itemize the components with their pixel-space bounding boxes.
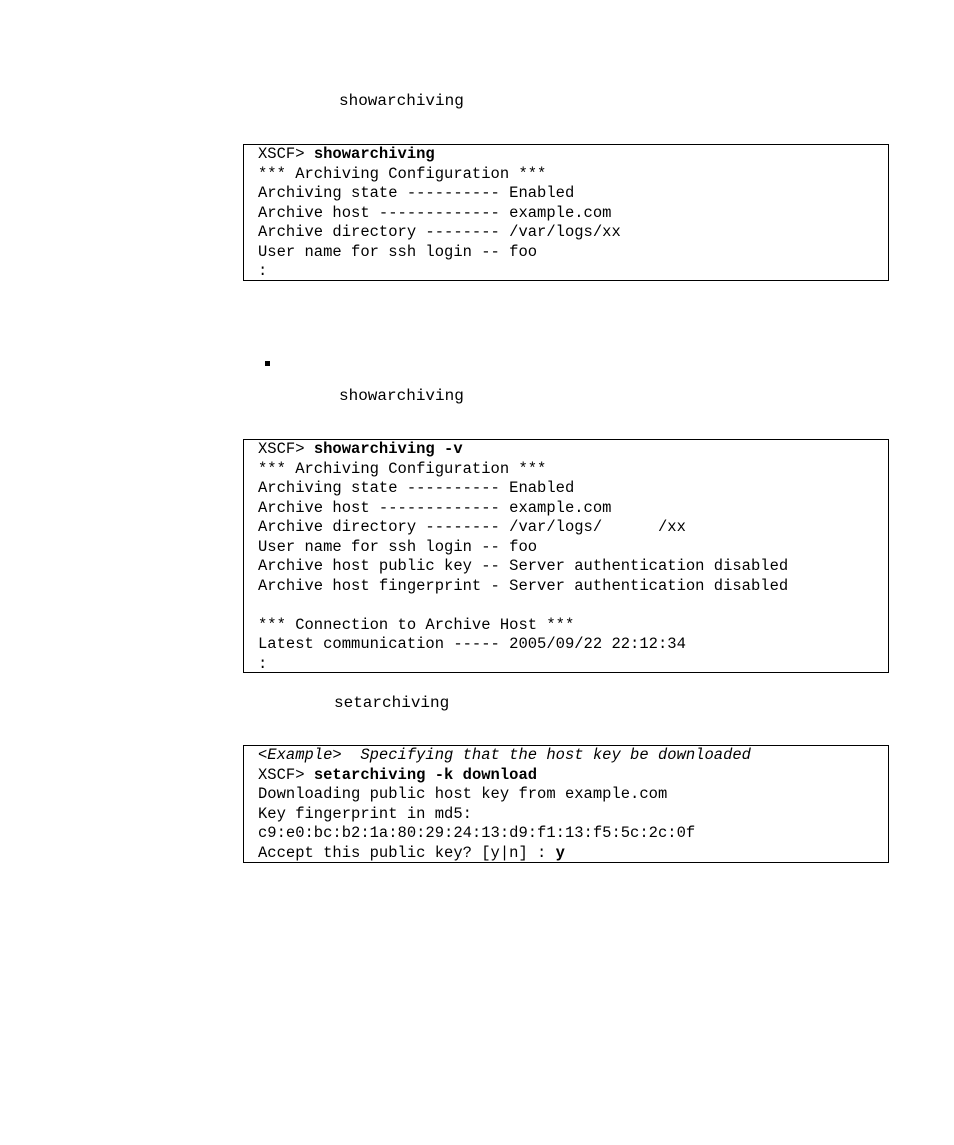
prompt: XSCF> xyxy=(258,765,314,784)
output-line: : xyxy=(258,654,268,673)
output-line: *** Connection to Archive Host *** xyxy=(258,615,575,634)
output-line: : xyxy=(258,262,268,280)
output-line: *** Archiving Configuration *** xyxy=(258,164,547,183)
output-line: Archiving state ---------- Enabled xyxy=(258,184,575,202)
output-line: *** Archiving Configuration *** xyxy=(258,459,547,478)
section-label-showarchiving-verbose: showarchiving xyxy=(339,387,464,405)
prompt: XSCF> xyxy=(258,440,314,458)
command-line xyxy=(258,766,888,786)
output-line: User name for ssh login -- foo xyxy=(258,242,538,261)
output-line: User name for ssh login -- foo xyxy=(258,537,538,556)
code-example-setarchiving xyxy=(243,745,889,863)
code-example-showarchiving-verbose xyxy=(243,439,889,673)
output-line: Archive host fingerprint - Server authentication disabled xyxy=(258,576,789,595)
command-line xyxy=(258,145,888,165)
output-line: Archiving state ---------- Enabled xyxy=(258,479,575,497)
section-label-setarchiving: setarchiving xyxy=(334,694,450,712)
output-line: Key fingerprint in md5: xyxy=(258,804,472,823)
prompt: XSCF> xyxy=(258,145,314,163)
bullet-marker xyxy=(265,361,270,366)
output-line: Archive host ------------- example.com xyxy=(258,498,612,517)
accept-prompt: Accept this public key? [y|n] : xyxy=(258,843,556,862)
output-line: Archive host public key -- Server authentication disabled xyxy=(258,557,789,575)
output-line: c9:e0:bc:b2:1a:80:29:24:13:d9:f1:13:f5:5c:2c:0f xyxy=(258,824,696,842)
section-label-showarchiving: showarchiving xyxy=(339,92,464,110)
output-line: Latest communication ----- 2005/09/22 22:12:34 xyxy=(258,635,686,653)
output-line: Archive directory -------- /var/logs/xx xyxy=(258,223,621,241)
output-line: Archive directory -------- /var/logs/ /xx xyxy=(258,518,686,536)
command-line xyxy=(258,440,888,460)
command: showarchiving xyxy=(313,145,435,163)
command: setarchiving -k download xyxy=(313,765,538,784)
command: showarchiving -v xyxy=(313,440,463,458)
blank-line xyxy=(258,596,888,616)
accept-answer: y xyxy=(555,843,565,862)
accept-line xyxy=(258,844,888,864)
output-line: Archive host ------------- example.com xyxy=(258,203,612,222)
example-caption: <Example> Specifying that the host key be downloaded xyxy=(258,746,751,764)
code-example-showarchiving xyxy=(243,144,889,281)
output-line: Downloading public host key from example.com xyxy=(258,785,668,803)
